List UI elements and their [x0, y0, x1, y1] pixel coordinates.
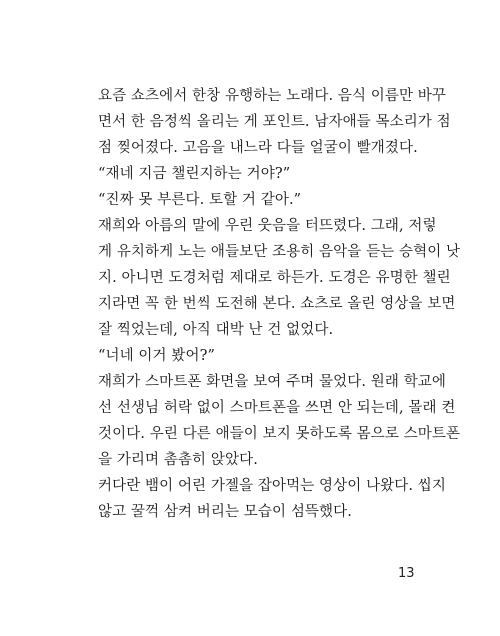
dialogue-line: “너네 이거 봤어?”	[98, 348, 215, 364]
text-line: 요즘 쇼츠에서 한창 유행하는 노래다. 음식 이름만 바꾸	[98, 88, 447, 104]
text-line: 잘 찍었는데, 아직 대박 난 건 없었다.	[98, 322, 334, 338]
text-line: 재희와 아름의 말에 우린 웃음을 터뜨렸다. 그래, 저렇	[98, 218, 437, 234]
text-line: 커다란 뱀이 어린 가젤을 잡아먹는 영상이 나왔다. 씹지	[98, 478, 447, 494]
text-line: 게 유치하게 노는 애들보단 조용히 음악을 듣는 승혁이 낫	[98, 244, 461, 260]
dialogue-line: “진짜 못 부른다. 토할 거 같아.”	[98, 192, 302, 208]
text-line: 선 선생님 허락 없이 스마트폰을 쓰면 안 되는데, 몰래 켠	[98, 400, 456, 416]
text-line: 면서 한 음정씩 올리는 게 포인트. 남자애들 목소리가 점	[98, 114, 451, 130]
text-line: 것이다. 우린 다른 애들이 보지 못하도록 몸으로 스마트폰	[98, 426, 461, 442]
text-line: 을 가리며 촘촘히 앉았다.	[98, 452, 258, 468]
text-line: 재희가 스마트폰 화면을 보여 주며 물었다. 원래 학교에	[98, 374, 447, 390]
page-number: 13	[398, 566, 415, 581]
text-line: 지라면 꼭 한 번씩 도전해 본다. 쇼츠로 올린 영상을 보면	[98, 296, 456, 312]
text-line: 지. 아니면 도경처럼 제대로 하든가. 도경은 유명한 챌린	[98, 270, 451, 286]
dialogue-line: “재네 지금 챌린지하는 거야?”	[98, 166, 291, 182]
text-line: 않고 꿀꺽 삼켜 버리는 모습이 섬뜩했다.	[98, 504, 352, 520]
text-line: 점 찢어졌다. 고음을 내느라 다들 얼굴이 빨개졌다.	[98, 140, 418, 156]
